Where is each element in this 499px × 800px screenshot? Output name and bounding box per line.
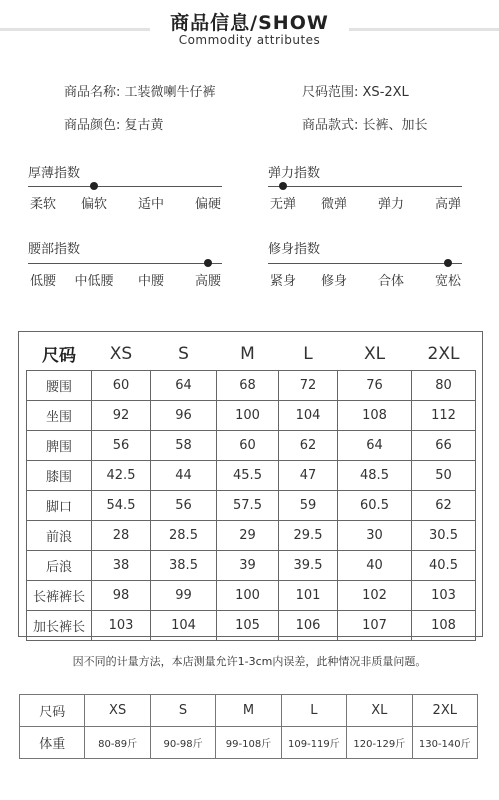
index-option-fit: 紧身 (269, 274, 296, 289)
measurement-value: 80 (412, 370, 476, 400)
product-style-value: 长裤、加长 (362, 118, 428, 133)
index-scale-waist (28, 263, 222, 264)
measurement-value: 102 (338, 580, 412, 610)
index-marker-elasticity (279, 182, 287, 190)
product-style (302, 114, 428, 133)
product-name (64, 81, 216, 100)
index-option-fit: 修身 (320, 274, 347, 289)
index-option-waist: 中腰 (137, 274, 164, 289)
index-title-elasticity: 弹力指数 (268, 166, 321, 181)
table-row (27, 370, 476, 400)
size-range (302, 81, 409, 100)
measurement-value: 39.5 (279, 550, 338, 580)
table-row (27, 460, 476, 490)
measurement-value: 99 (151, 580, 217, 610)
table-row (27, 550, 476, 580)
measurement-value: 54.5 (92, 490, 151, 520)
measurement-value: 60 (217, 430, 279, 460)
page-subtitle: Commodity attributes (178, 33, 321, 47)
size-range-value: XS-2XL (362, 85, 409, 100)
measurement-value: 42.5 (92, 460, 151, 490)
measurement-value: 62 (279, 430, 338, 460)
measurement-value: 106 (279, 610, 338, 640)
product-color-value: 复古黄 (124, 118, 164, 133)
table-row (27, 400, 476, 430)
measurement-value: 57.5 (217, 490, 279, 520)
measurement-value: 64 (151, 370, 217, 400)
index-option-thickness: 柔软 (29, 197, 56, 212)
weight-header-cell: 2XL (412, 695, 477, 727)
index-title-fit: 修身指数 (268, 242, 321, 257)
index-option-fit: 合体 (377, 274, 404, 289)
index-option-elasticity: 微弹 (320, 197, 347, 212)
index-option-elasticity: 无弹 (269, 197, 296, 212)
table-row (27, 580, 476, 610)
measurement-value: 112 (412, 400, 476, 430)
measurement-value: 28 (92, 520, 151, 550)
index-option-thickness: 偏硬 (194, 197, 221, 212)
size-header-cell: S (178, 343, 189, 364)
measurement-value: 104 (151, 610, 217, 640)
weight-value: 90-98斤 (150, 727, 215, 759)
measurement-value: 107 (338, 610, 412, 640)
index-option-waist: 高腰 (194, 274, 221, 289)
index-scale-elasticity (268, 186, 462, 187)
measurement-value: 108 (412, 610, 476, 640)
measurement-label: 加长裤长 (27, 610, 92, 640)
index-option-waist: 低腰 (29, 274, 56, 289)
size-header-cell: L (303, 343, 313, 364)
weight-table-row (20, 727, 478, 759)
measurement-label: 腰围 (27, 370, 92, 400)
measurement-value: 76 (338, 370, 412, 400)
measurement-value: 28.5 (151, 520, 217, 550)
index-scale-thickness (28, 186, 222, 187)
size-header-cell: XL (363, 343, 386, 364)
measurement-value: 30 (338, 520, 412, 550)
size-header-cell: 尺码 (42, 346, 76, 367)
measurement-value: 103 (92, 610, 151, 640)
measurement-label: 坐围 (27, 400, 92, 430)
measurement-label: 前浪 (27, 520, 92, 550)
index-option-thickness: 适中 (137, 197, 164, 212)
size-table (26, 338, 476, 641)
index-option-thickness: 偏软 (80, 197, 107, 212)
weight-header-cell: 尺码 (20, 695, 85, 727)
weight-value: 130-140斤 (412, 727, 477, 759)
measurement-value: 105 (217, 610, 279, 640)
weight-label: 体重 (20, 727, 85, 759)
measurement-value: 60.5 (338, 490, 412, 520)
index-option-elasticity: 高弹 (434, 197, 461, 212)
size-header-cell: XS (109, 343, 133, 364)
page-title: 商品信息/SHOW (170, 12, 329, 34)
product-color-label: 商品颜色: (64, 118, 121, 133)
measurement-value: 40.5 (412, 550, 476, 580)
table-row (27, 430, 476, 460)
weight-table (19, 694, 478, 759)
index-marker-fit (444, 259, 452, 267)
measurement-value: 62 (412, 490, 476, 520)
product-name-value: 工装微喇牛仔裤 (124, 85, 216, 100)
table-row (27, 520, 476, 550)
weight-header-cell: XS (85, 695, 150, 727)
index-title-thickness: 厚薄指数 (28, 166, 81, 181)
index-title-waist: 腰部指数 (28, 242, 81, 257)
table-row (27, 610, 476, 640)
measurement-label: 脾围 (27, 430, 92, 460)
measurement-label: 脚口 (27, 490, 92, 520)
weight-value: 80-89斤 (85, 727, 150, 759)
measurement-value: 38.5 (151, 550, 217, 580)
index-option-fit: 宽松 (434, 274, 461, 289)
measurement-value: 38 (92, 550, 151, 580)
measurement-value: 100 (217, 580, 279, 610)
table-row (27, 490, 476, 520)
weight-header-cell: M (216, 695, 281, 727)
index-marker-waist (204, 259, 212, 267)
measurement-value: 58 (151, 430, 217, 460)
measurement-label: 后浪 (27, 550, 92, 580)
weight-value: 120-129斤 (347, 727, 412, 759)
weight-table-header (20, 695, 478, 727)
index-option-elasticity: 弹力 (377, 197, 404, 212)
weight-value: 109-119斤 (281, 727, 346, 759)
size-header-cell: M (240, 343, 255, 364)
measurement-value: 44 (151, 460, 217, 490)
measurement-value: 56 (92, 430, 151, 460)
measurement-value: 48.5 (338, 460, 412, 490)
measurement-value: 98 (92, 580, 151, 610)
measurement-value: 40 (338, 550, 412, 580)
weight-header-cell: L (281, 695, 346, 727)
index-scale-fit (268, 263, 462, 264)
measurement-value: 101 (279, 580, 338, 610)
size-header-cell: 2XL (427, 343, 460, 364)
product-name-label: 商品名称: (64, 85, 121, 100)
weight-header-cell: S (150, 695, 215, 727)
measurement-note: 因不同的计量方法，本店测量允许1-3cm内误差，此种情况非质量问题。 (72, 655, 427, 668)
measurement-value: 60 (92, 370, 151, 400)
measurement-value: 68 (217, 370, 279, 400)
measurement-value: 45.5 (217, 460, 279, 490)
index-marker-thickness (90, 182, 98, 190)
measurement-label: 长裤裤长 (27, 580, 92, 610)
measurement-value: 96 (151, 400, 217, 430)
measurement-value: 103 (412, 580, 476, 610)
index-option-waist: 中低腰 (74, 274, 114, 289)
measurement-value: 29 (217, 520, 279, 550)
measurement-value: 29.5 (279, 520, 338, 550)
measurement-value: 30.5 (412, 520, 476, 550)
measurement-value: 66 (412, 430, 476, 460)
product-style-label: 商品款式: (302, 118, 359, 133)
measurement-value: 100 (217, 400, 279, 430)
product-color (64, 114, 164, 133)
measurement-value: 92 (92, 400, 151, 430)
size-range-label: 尺码范围: (302, 85, 359, 100)
measurement-value: 108 (338, 400, 412, 430)
weight-value: 99-108斤 (216, 727, 281, 759)
measurement-value: 50 (412, 460, 476, 490)
measurement-value: 72 (279, 370, 338, 400)
weight-header-cell: XL (347, 695, 412, 727)
measurement-value: 59 (279, 490, 338, 520)
measurement-value: 39 (217, 550, 279, 580)
measurement-value: 104 (279, 400, 338, 430)
size-table-header (27, 338, 476, 370)
measurement-value: 64 (338, 430, 412, 460)
measurement-label: 膝围 (27, 460, 92, 490)
measurement-value: 47 (279, 460, 338, 490)
measurement-value: 56 (151, 490, 217, 520)
